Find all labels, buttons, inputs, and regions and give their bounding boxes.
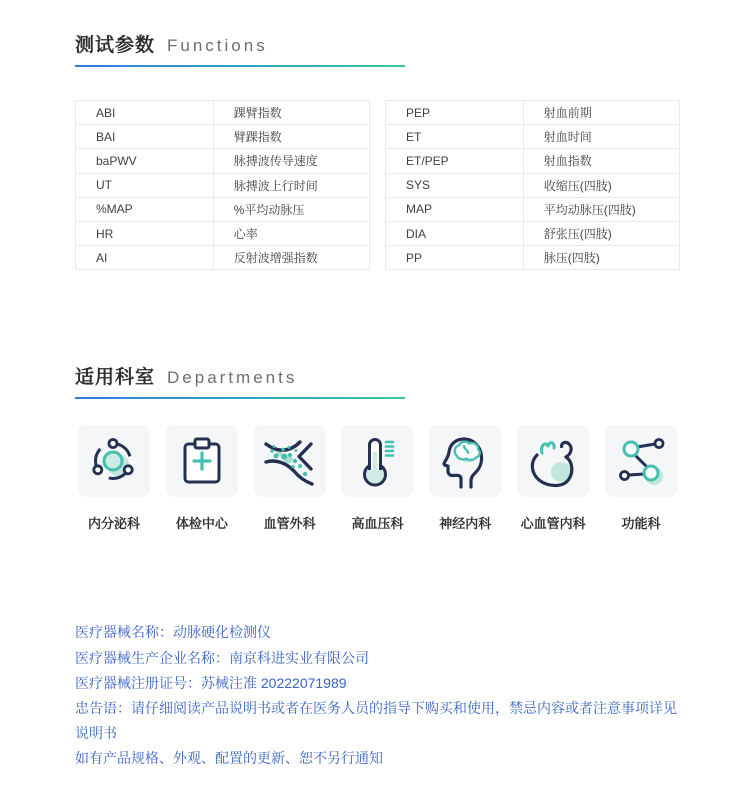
notice-line: 如有产品规格、外观、配置的更新、恕不另行通知	[75, 750, 383, 767]
param-desc: 射血时间	[543, 130, 592, 145]
dept-label: 功能科	[621, 516, 661, 532]
table-row	[76, 173, 369, 197]
param-abbr: ET/PEP	[386, 149, 524, 172]
param-abbr: PP	[386, 246, 524, 269]
param-desc: 射血指数	[543, 154, 592, 169]
dept-label: 高血压科	[351, 516, 404, 532]
parameter-table-right	[385, 100, 680, 270]
neurology-icon	[429, 425, 501, 497]
dept-item-cardiology	[514, 425, 592, 532]
table-row	[76, 245, 369, 269]
functional-dept-icon	[605, 425, 677, 497]
table-row	[386, 197, 679, 221]
param-abbr: PEP	[386, 101, 524, 124]
endocrinology-icon	[78, 425, 150, 497]
table-row	[76, 197, 369, 221]
dept-item-neurology	[426, 425, 504, 532]
departments-title-en: Departments	[167, 368, 298, 388]
functions-section-header	[75, 30, 680, 67]
parameter-table-left	[75, 100, 370, 270]
param-desc: 臂踝指数	[233, 130, 282, 145]
table-row	[76, 101, 369, 124]
param-desc: 收缩压(四肢)	[543, 178, 612, 193]
functions-title-underline	[75, 65, 405, 67]
param-abbr: AI	[76, 246, 214, 269]
param-desc: 反射波增强指数	[233, 251, 318, 266]
table-row	[76, 148, 369, 172]
param-desc: 踝臂指数	[233, 106, 282, 121]
param-abbr: %MAP	[76, 198, 214, 221]
page-content	[75, 0, 680, 772]
table-row	[386, 221, 679, 245]
device-name-line: 医疗器械名称：动脉硬化检测仪	[75, 624, 271, 641]
dept-label: 神经内科	[439, 516, 492, 532]
table-row	[386, 173, 679, 197]
param-desc: 脉搏波传导速度	[233, 154, 318, 169]
param-abbr: UT	[76, 174, 214, 197]
cardiology-icon	[517, 425, 589, 497]
param-abbr: SYS	[386, 174, 524, 197]
table-row	[386, 148, 679, 172]
param-abbr: MAP	[386, 198, 524, 221]
registration-number-line: 医疗器械注册证号：苏械注准 20222071989	[75, 674, 347, 691]
departments-title-underline	[75, 397, 405, 399]
param-desc: %平均动脉压	[233, 202, 305, 217]
dept-label: 内分泌科	[87, 516, 140, 532]
param-desc: 心率	[233, 227, 258, 242]
param-abbr: ET	[386, 125, 524, 148]
hypertension-icon	[341, 425, 413, 497]
param-abbr: BAI	[76, 125, 214, 148]
param-abbr: baPWV	[76, 149, 214, 172]
parameter-tables	[75, 100, 680, 270]
dept-label: 体检中心	[175, 516, 228, 532]
param-desc: 舒张压(四肢)	[543, 227, 612, 242]
table-row	[386, 101, 679, 124]
checkup-center-icon	[166, 425, 238, 497]
dept-item-checkup-center	[163, 425, 241, 532]
vascular-surgery-icon	[254, 425, 326, 497]
param-desc: 射血前期	[543, 106, 592, 121]
functions-title-en: Functions	[167, 36, 268, 55]
param-desc: 脉搏波上行时间	[233, 178, 318, 193]
regulatory-footer	[75, 620, 680, 771]
table-row	[386, 124, 679, 148]
departments-title-zh: 适用科室	[75, 367, 156, 389]
functions-title-zh: 测试参数	[75, 35, 156, 56]
dept-item-endocrinology	[75, 425, 153, 532]
dept-item-functional	[602, 425, 680, 532]
warning-line: 忠告语：请仔细阅读产品说明书或者在医务人员的指导下购买和使用，禁忌内容或者注意事项详见说明书	[75, 699, 677, 742]
departments-section-header	[75, 362, 680, 399]
dept-item-vascular-surgery	[251, 425, 329, 532]
param-desc: 脉压(四肢)	[543, 251, 600, 266]
param-abbr: ABI	[76, 101, 214, 124]
dept-item-hypertension	[338, 425, 416, 532]
manufacturer-line: 医疗器械生产企业名称：南京科进实业有限公司	[75, 649, 369, 666]
dept-label: 血管外科	[263, 516, 316, 532]
dept-label: 心血管内科	[520, 516, 586, 532]
table-row	[76, 124, 369, 148]
table-row	[76, 221, 369, 245]
param-abbr: DIA	[386, 222, 524, 245]
param-desc: 平均动脉压(四肢)	[543, 202, 636, 217]
param-abbr: HR	[76, 222, 214, 245]
departments-list	[75, 425, 680, 532]
table-row	[386, 245, 679, 269]
